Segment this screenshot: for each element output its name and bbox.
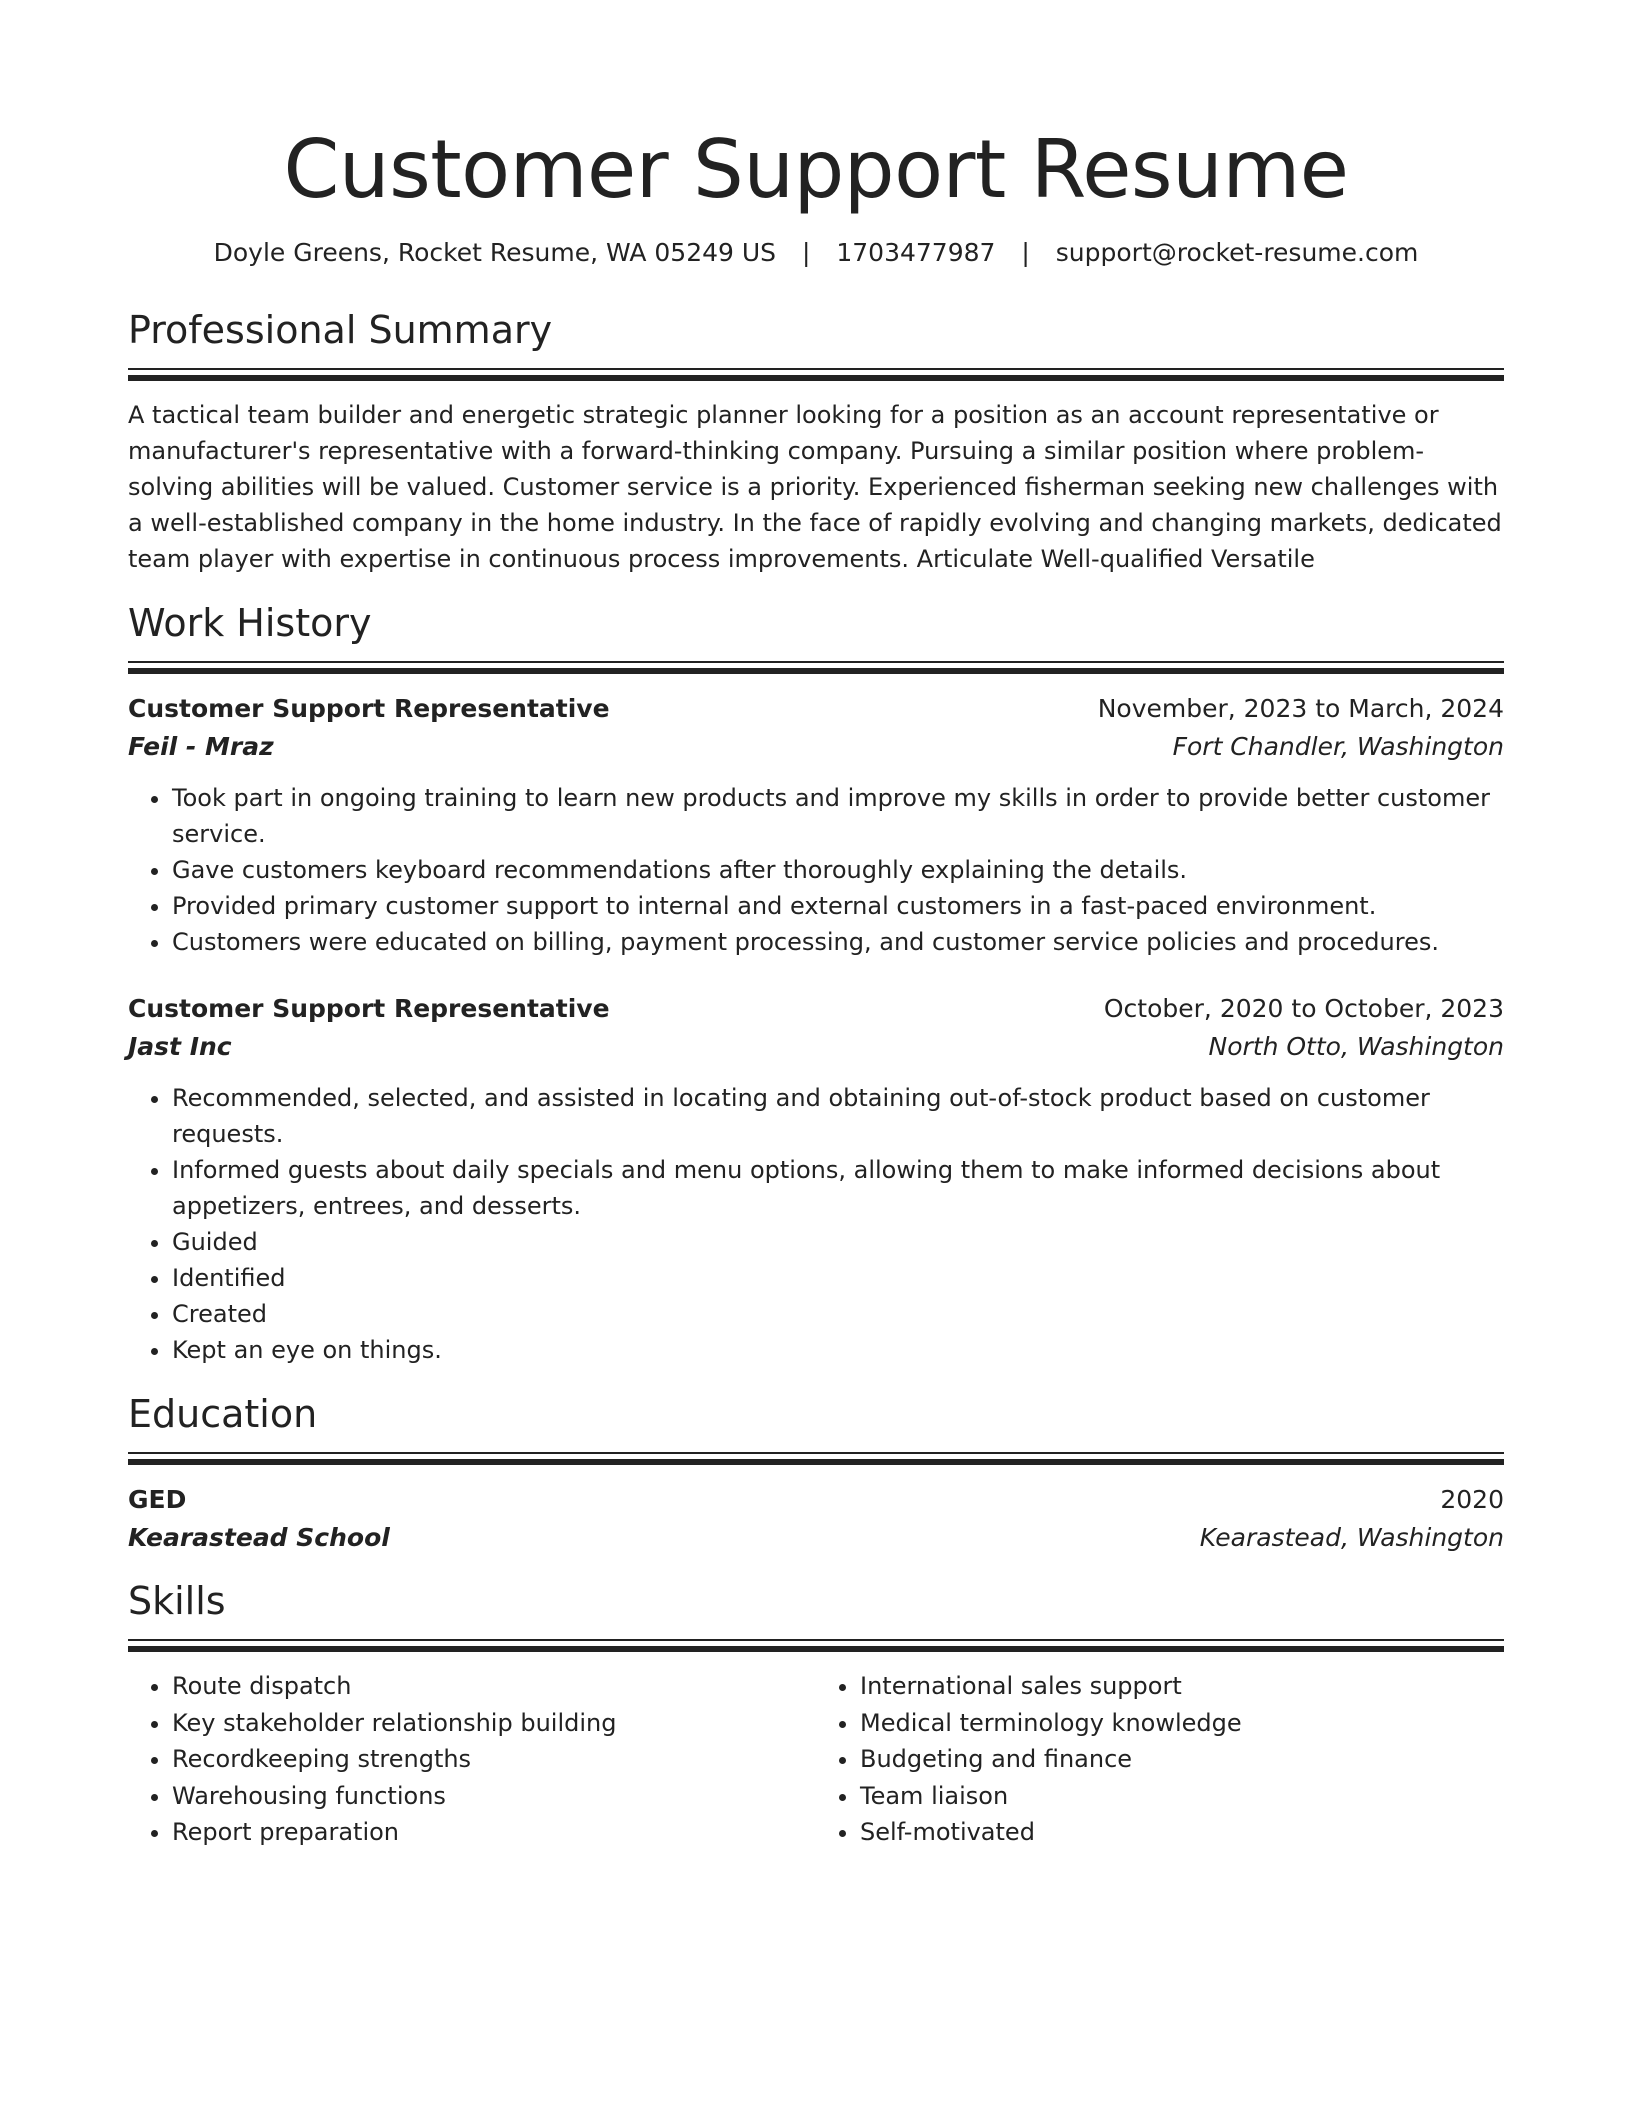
list-item: • Kept an eye on things. (172, 1332, 1504, 1368)
section-divider (128, 661, 1504, 674)
contact-address: Doyle Greens, Rocket Resume, WA 05249 US (213, 238, 777, 267)
skills-column-left (128, 1668, 816, 1851)
job-dates: October, 2020 to October, 2023 (1103, 994, 1504, 1023)
contact-separator: | (801, 238, 811, 267)
job-title: Customer Support Representative (128, 994, 610, 1023)
job-company: Jast Inc (128, 1032, 232, 1061)
skills-grid (128, 1668, 1504, 1851)
job-company: Feil - Mraz (128, 732, 274, 761)
list-item: • Medical terminology knowledge (860, 1705, 1504, 1742)
summary-text: A tactical team builder and energetic strategic planner looking for a position as an account representative or manufacturer's representative with a forward-thinking company. Pursuing a similar position where problem-solving abilities will be valued. Customer service is a priority. Experienced fisherman seeking new challenges with a well-established company in the home industry. In the face of rapidly evolving and changing markets, dedicated team player with expertise in continuous process improvements. Articulate Well-qualified Versatile (128, 401, 1502, 573)
job-entry (128, 990, 1504, 1368)
section-divider (128, 1639, 1504, 1652)
contact-phone: 1703477987 (836, 238, 996, 267)
section-heading-education: Education (128, 1392, 318, 1436)
list-item: • Key stakeholder relationship building (172, 1705, 816, 1742)
education-degree: GED (128, 1485, 187, 1514)
section-heading-skills: Skills (128, 1579, 226, 1623)
job-bullets (128, 780, 1504, 960)
education-section (128, 1390, 1504, 1557)
contact-separator: | (1021, 238, 1030, 267)
list-item: • Recommended, selected, and assisted in locating and obtaining out-of-stock product based on customer requests. (172, 1080, 1504, 1152)
list-item: • Informed guests about daily specials and menu options, allowing them to make informed decisions about appetizers, entrees, and desserts. (172, 1152, 1504, 1224)
section-divider (128, 368, 1504, 381)
list-item: • Budgeting and finance (860, 1741, 1504, 1778)
list-item: • Customers were educated on billing, payment processing, and customer service policies and procedures. (172, 924, 1504, 960)
section-divider (128, 1452, 1504, 1465)
education-location: Kearastead, Washington (1199, 1523, 1504, 1552)
list-item: • Gave customers keyboard recommendations after thoroughly explaining the details. (172, 852, 1504, 888)
job-location: Fort Chandler, Washington (1172, 732, 1504, 761)
job-entry (128, 690, 1504, 960)
list-item: • Team liaison (860, 1778, 1504, 1815)
resume-title: Customer Support Resume (283, 123, 1349, 216)
list-item: • Guided (172, 1224, 1504, 1260)
list-item: • International sales support (860, 1668, 1504, 1705)
job-title: Customer Support Representative (128, 694, 610, 723)
job-bullets (128, 1080, 1504, 1368)
list-item: • Route dispatch (172, 1668, 816, 1705)
list-item: • Created (172, 1296, 1504, 1332)
section-heading-summary: Professional Summary (128, 308, 553, 352)
summary-section (128, 306, 1504, 577)
education-year: 2020 (1440, 1485, 1504, 1514)
list-item: • Self-motivated (860, 1814, 1504, 1851)
contact-email: support@rocket-resume.com (1055, 238, 1419, 267)
job-location: North Otto, Washington (1208, 1032, 1504, 1061)
skills-column-right (816, 1668, 1504, 1851)
job-dates: November, 2023 to March, 2024 (1097, 694, 1504, 723)
skills-section (128, 1577, 1504, 1851)
list-item: • Recordkeeping strengths (172, 1741, 816, 1778)
list-item: • Provided primary customer support to internal and external customers in a fast-paced environment. (172, 888, 1504, 924)
contact-line (128, 236, 1504, 270)
section-heading-work: Work History (128, 601, 372, 645)
list-item: • Identified (172, 1260, 1504, 1296)
resume-page (128, 0, 1504, 1851)
list-item: • Report preparation (172, 1814, 816, 1851)
list-item: • Took part in ongoing training to learn new products and improve my skills in order to provide better customer service. (172, 780, 1504, 852)
education-school: Kearastead School (128, 1523, 390, 1552)
work-history-section (128, 599, 1504, 1368)
list-item: • Warehousing functions (172, 1778, 816, 1815)
